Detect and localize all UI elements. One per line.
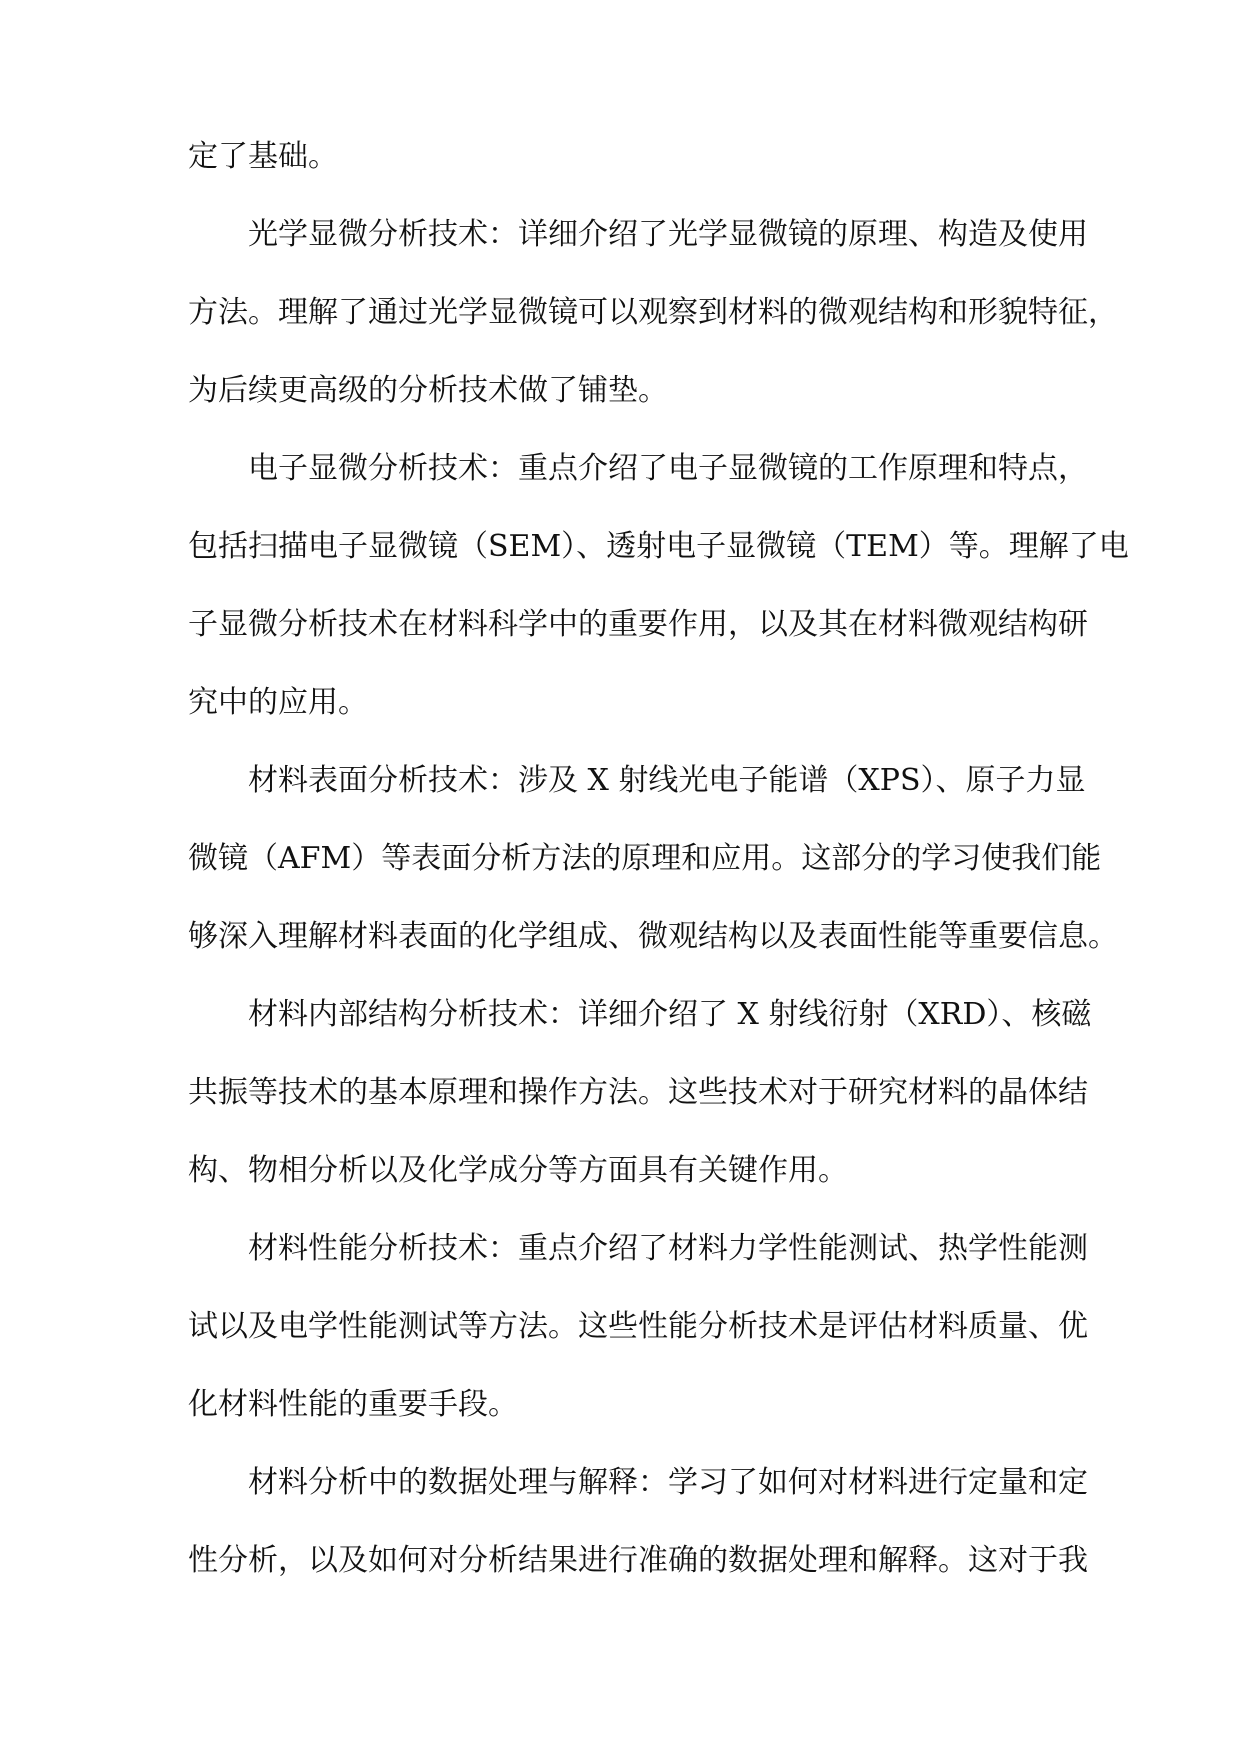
text-line: 方法。理解了通过光学显微镜可以观察到材料的微观结构和形貌特征， — [188, 295, 1118, 330]
paragraph-continuation — [188, 139, 1054, 174]
text-line: 究中的应用。 — [188, 685, 368, 720]
text-line: 构、物相分析以及化学成分等方面具有关键作用。 — [188, 1153, 848, 1188]
paragraph-internal-structure — [188, 997, 1092, 1188]
text-line: 材料表面分析技术：涉及 X 射线光电子能谱（XPS）、原子力显 — [248, 763, 1086, 798]
text-line: 性分析，以及如何对分析结果进行准确的数据处理和解释。这对于我 — [188, 1543, 1088, 1578]
text-line: 试以及电学性能测试等方法。这些性能分析技术是评估材料质量、优 — [188, 1309, 1088, 1344]
paragraph-electron-microscopy — [188, 451, 1129, 720]
text-line: 材料性能分析技术：重点介绍了材料力学性能测试、热学性能测 — [248, 1231, 1088, 1266]
text-line: 光学显微分析技术：详细介绍了光学显微镜的原理、构造及使用 — [248, 217, 1088, 252]
text-line: 为后续更高级的分析技术做了铺垫。 — [188, 373, 668, 408]
text-line: 定了基础。 — [188, 139, 338, 174]
paragraph-optical-microscopy — [188, 217, 1118, 408]
text-line: 电子显微分析技术：重点介绍了电子显微镜的工作原理和特点， — [248, 451, 1088, 486]
paragraph-data-processing — [188, 1465, 1088, 1578]
paragraph-performance-analysis — [188, 1231, 1088, 1422]
text-line: 够深入理解材料表面的化学组成、微观结构以及表面性能等重要信息。 — [188, 919, 1118, 954]
text-line: 材料分析中的数据处理与解释：学习了如何对材料进行定量和定 — [248, 1465, 1088, 1500]
text-line: 化材料性能的重要手段。 — [188, 1387, 518, 1422]
text-line: 包括扫描电子显微镜（SEM）、透射电子显微镜（TEM）等。理解了电 — [188, 529, 1129, 564]
text-line: 材料内部结构分析技术：详细介绍了 X 射线衍射（XRD）、核磁 — [248, 997, 1092, 1032]
text-line: 子显微分析技术在材料科学中的重要作用，以及其在材料微观结构研 — [188, 607, 1088, 642]
document-body — [188, 139, 1129, 1624]
paragraph-surface-analysis — [188, 763, 1118, 954]
text-line: 微镜（AFM）等表面分析方法的原理和应用。这部分的学习使我们能 — [188, 841, 1102, 876]
text-line: 共振等技术的基本原理和操作方法。这些技术对于研究材料的晶体结 — [188, 1075, 1088, 1110]
